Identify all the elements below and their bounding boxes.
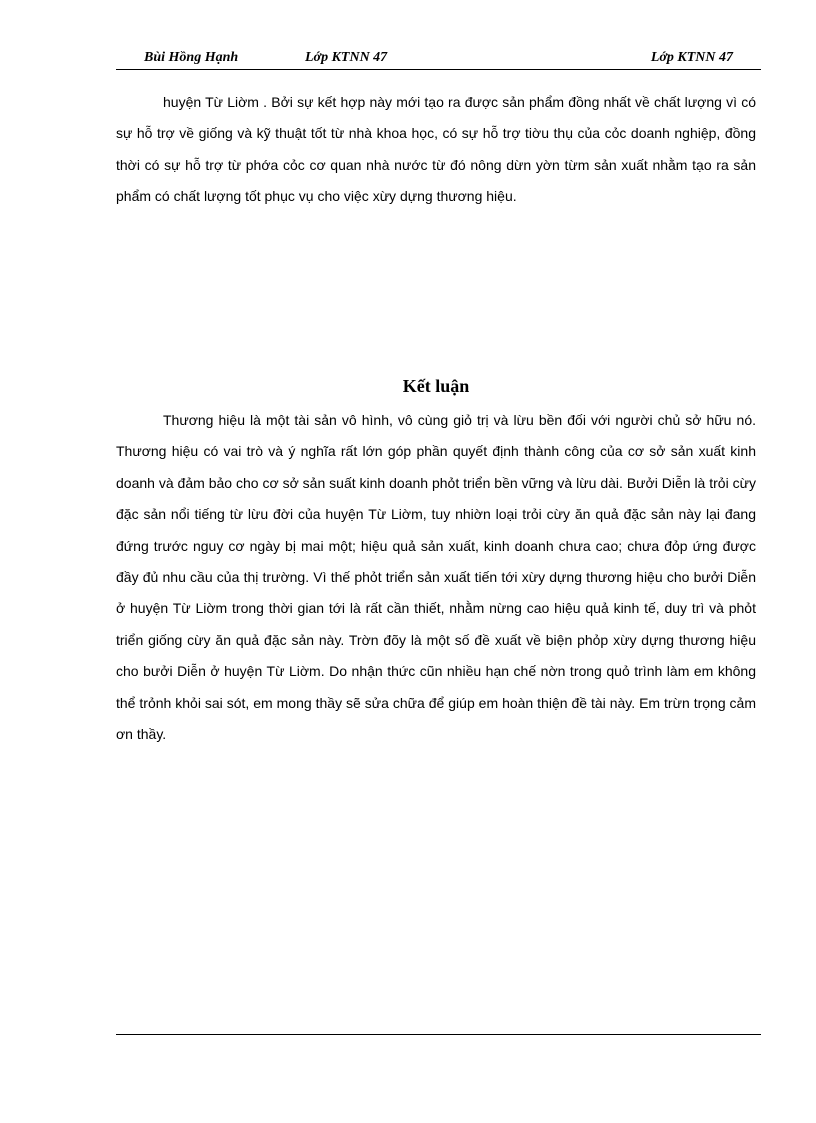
body-paragraph-1: huyện Từ Liờm . Bởi sự kết hợp này mới tạo ra được sản phẩm đồng nhất về chất lượng vì có sự hỗ trợ về giống và kỹ thuật tốt từ nhà khoa học, có sự hỗ trợ tiờu thụ của cỏc doanh nghiệp, đồng thời có sự hỗ trợ từ phớa cỏc cơ quan nhà nước từ đó nông dừn yờn từm sản xuất nhằm tạo ra sản phẩm có chất lượng tốt phục vụ cho việc xừy dựng thương hiệu. (116, 94, 756, 205)
header-author: Bùi Hồng Hạnh (144, 50, 239, 65)
header-class-left: Lớp KTNN 47 (305, 50, 388, 65)
header-class-right: Lớp KTNN 47 (650, 50, 733, 65)
conclusion-paragraph: Thương hiệu là một tài sản vô hình, vô cùng giỏ trị và lừu bền đối với người chủ sở hữu nó. Thương hiệu có vai trò và ý nghĩa rất lớn góp phần quyết định thành công của cơ sở sản xuất kinh doanh và đảm bảo cho cơ sở sản suất kinh doanh phỏt triển bền vững và lừu dài. Bưởi Diễn là trỏi cừy đặc sản nổi tiếng từ lừu đời của huyện Từ Liờm, tuy nhiờn loại trỏi cừy ăn quả đặc sản này lại đang đứng trước nguy cơ ngày bị mai một; hiệu quả sản xuất, kinh doanh chưa cao; chưa đỏp ứng được đầy đủ nhu cầu của thị trường. Vì thế phỏt triển sản xuất tiến tới xừy dựng thương hiệu cho bưởi Diễn ở huyện Từ Liờm trong thời gian tới là rất cần thiết, nhằm nừng cao hiệu quả kinh tế, duy trì và phỏt triển giống cừy ăn quả đặc sản này. Trờn đõy là một số đề xuất về biện phỏp xừy dựng thương hiệu cho bưởi Diễn ở huyện Từ Liờm. Do nhận thức cũn nhiều hạn chế nờn trong quỏ trình làm em không thể trỏnh khỏi sai sót, em mong thầy sẽ sửa chữa để giúp em hoàn thiện đề tài này. Em trừn trọng cảm ơn thầy. (116, 412, 756, 743)
footer-divider (116, 1034, 761, 1035)
page-header (116, 50, 761, 70)
conclusion-title: Kết luận (402, 376, 470, 396)
